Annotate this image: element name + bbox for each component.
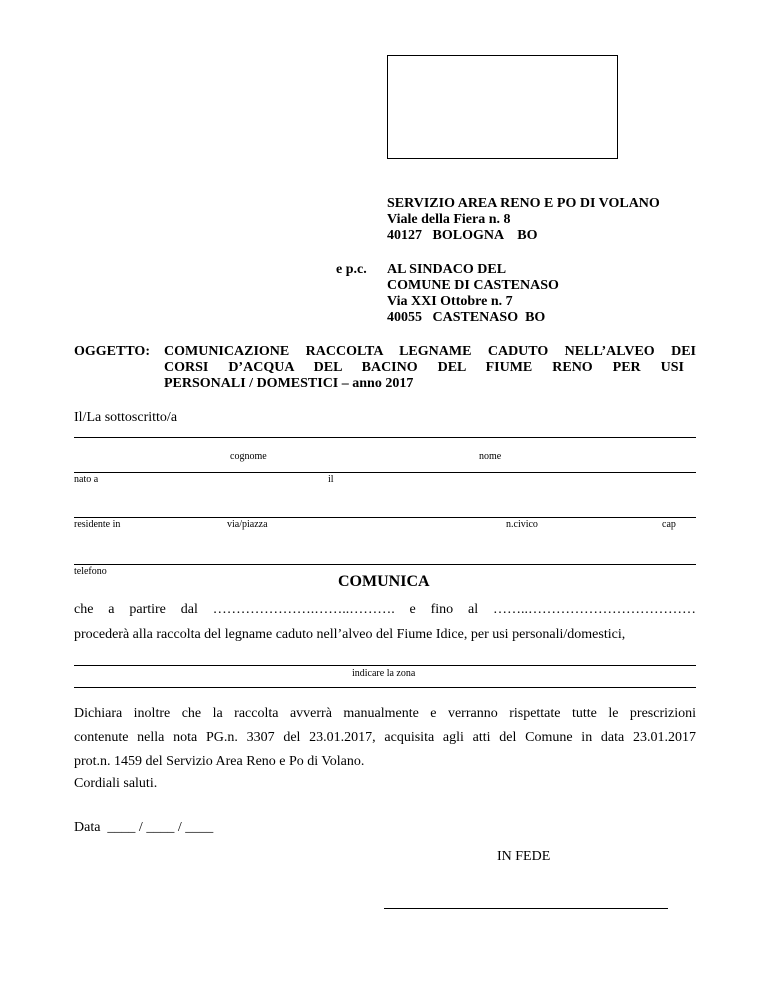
residente-in-label: residente in: [74, 519, 121, 530]
date-field[interactable]: Data ____ / ____ / ____: [74, 820, 214, 835]
cc-line-2: COMUNE DI CASTENASO: [387, 278, 559, 293]
declaration-line-2: contenute nella nota PG.n. 3307 del 23.01.2017, acquisita agli atti del Comune in data 23.01.2017: [74, 730, 696, 745]
subject-line-1: COMUNICAZIONE RACCOLTA LEGNAME CADUTO NELL’ALVEO DEI: [164, 344, 696, 359]
via-piazza-label: via/piazza: [227, 519, 268, 530]
name-line[interactable]: [74, 437, 696, 438]
comunica-heading: COMUNICA: [338, 573, 430, 590]
telefono-label: telefono: [74, 566, 107, 577]
cc-line-1: AL SINDACO DEL: [387, 262, 507, 277]
stamp-box: [387, 55, 618, 159]
zone-line-2[interactable]: [74, 687, 696, 688]
recipient-line-1: SERVIZIO AREA RENO E PO DI VOLANO: [387, 196, 660, 211]
nome-label: nome: [479, 451, 502, 462]
cognome-label: cognome: [230, 451, 267, 462]
zona-label: indicare la zona: [352, 668, 416, 679]
recipient-line-2: Viale della Fiera n. 8: [387, 212, 511, 227]
nato-a-label: nato a: [74, 474, 99, 485]
subject-label: OGGETTO:: [74, 344, 150, 359]
signature-line[interactable]: [384, 908, 668, 909]
greeting: Cordiali saluti.: [74, 776, 158, 791]
cc-prefix: e p.c.: [336, 262, 367, 277]
subject-line-2: CORSI D’ACQUA DEL BACINO DEL FIUME RENO PER USI: [164, 360, 684, 375]
recipient-line-3: 40127 BOLOGNA BO: [387, 228, 538, 243]
cap-label: cap: [662, 519, 676, 530]
cc-line-3: Via XXI Ottobre n. 7: [387, 294, 513, 309]
il-label: il: [328, 474, 334, 485]
declaration-line-1: Dichiara inoltre che la raccolta avverrà manualmente e verranno rispettate tutte le prescrizioni: [74, 706, 696, 721]
address-line[interactable]: [74, 517, 696, 518]
birth-line[interactable]: [74, 472, 696, 473]
zone-line[interactable]: [74, 665, 696, 666]
undersigned-label: Il/La sottoscritto/a: [74, 410, 178, 425]
cc-line-4: 40055 CASTENASO BO: [387, 310, 546, 325]
subject-line-3: PERSONALI / DOMESTICI – anno 2017: [164, 376, 414, 391]
n-civico-label: n.civico: [506, 519, 538, 530]
in-fede-label: IN FEDE: [497, 849, 551, 864]
phone-line[interactable]: [74, 564, 696, 565]
declaration-line-3: prot.n. 1459 del Servizio Area Reno e Po di Volano.: [74, 754, 365, 769]
comunica-collection-line: procederà alla raccolta del legname caduto nell’alveo del Fiume Idice, per usi personali/domestici,: [74, 627, 626, 642]
comunica-period-line: che a partire dal ………………….……..………. e fino al ……..………………………………: [74, 602, 696, 617]
